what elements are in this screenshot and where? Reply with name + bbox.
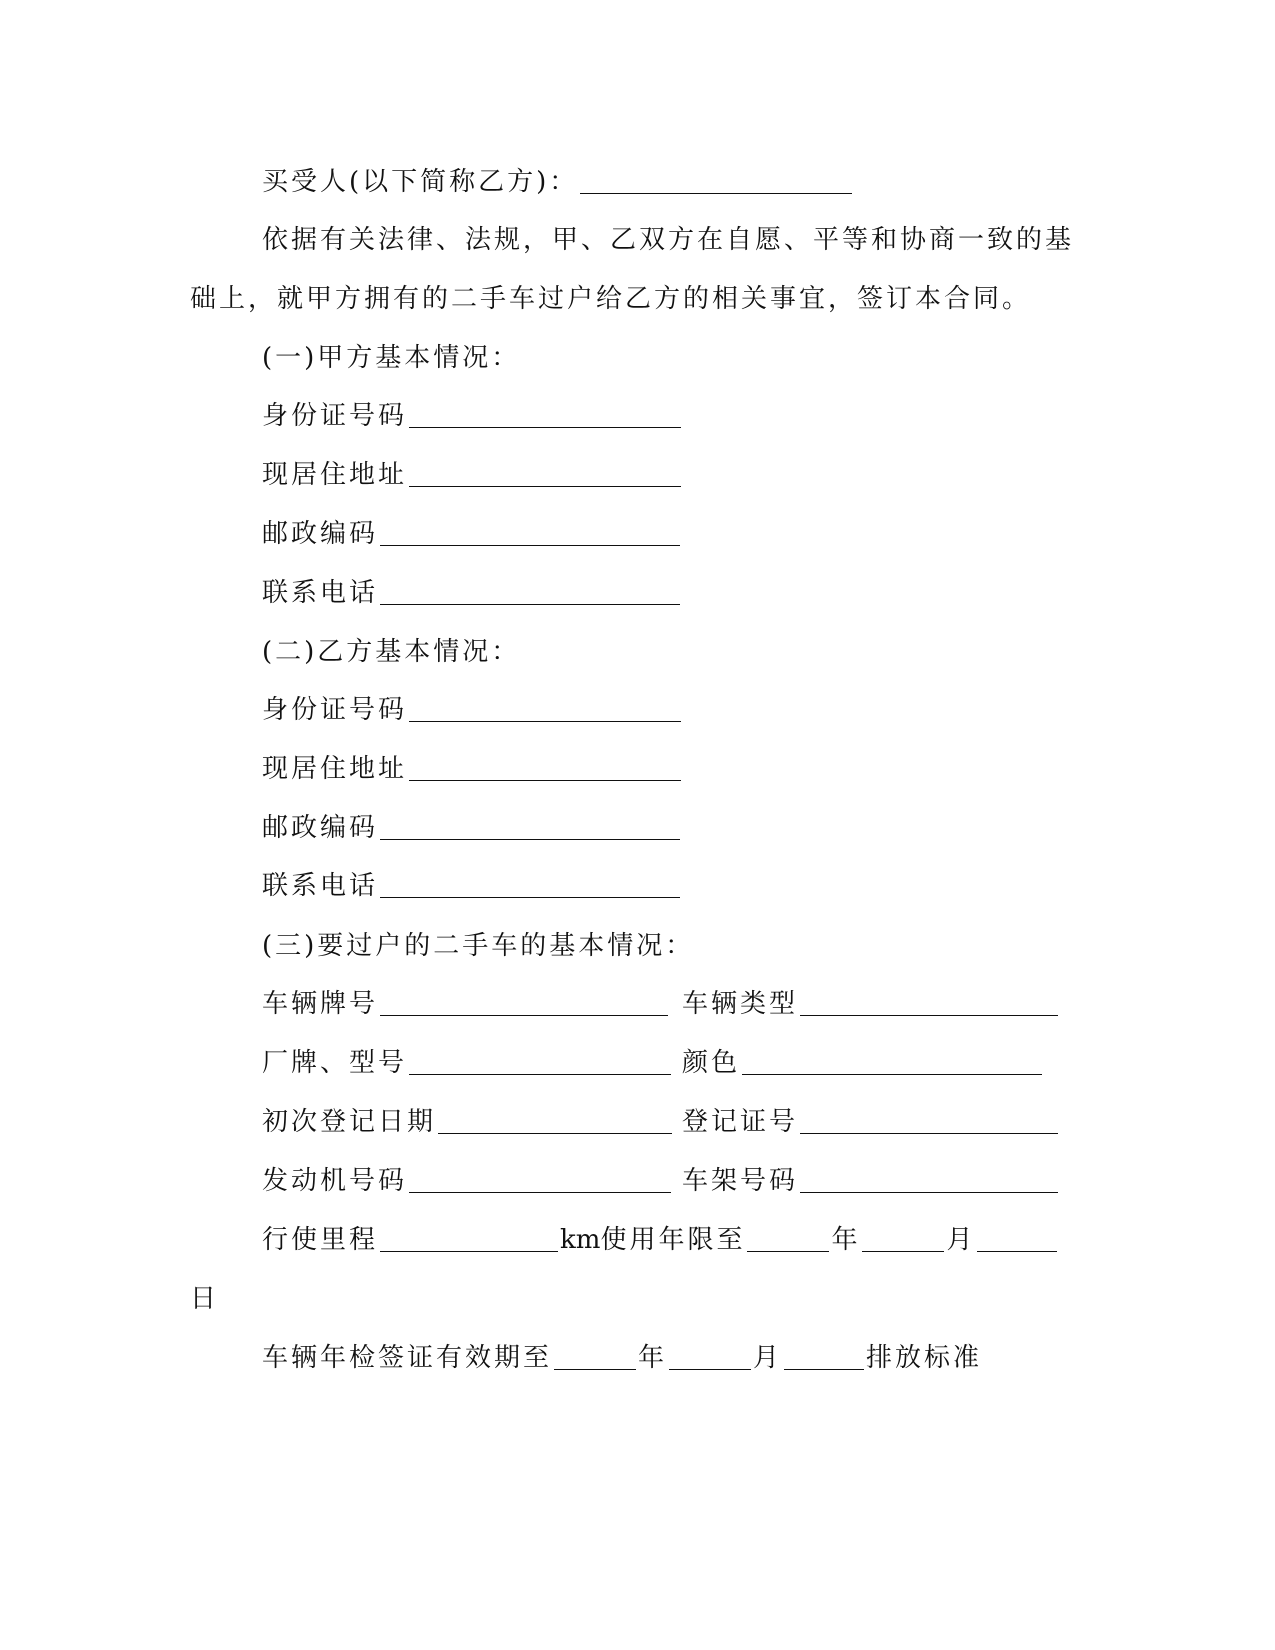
party-a-address-label: 现居住地址 xyxy=(262,460,408,490)
use-until-label: 使用年限至 xyxy=(600,1225,746,1255)
vehicle-row-1 xyxy=(0,984,1275,1024)
buyer-name-field[interactable] xyxy=(580,165,852,194)
emission-label: 排放标准 xyxy=(866,1343,983,1373)
party-b-postcode-field[interactable] xyxy=(380,811,680,840)
type-group xyxy=(682,984,1060,1024)
party-b-id-field[interactable] xyxy=(409,693,681,722)
type-label: 车辆类型 xyxy=(682,989,799,1019)
party-a-phone-label: 联系电话 xyxy=(262,578,379,608)
vehicle-row-3 xyxy=(0,1102,1275,1142)
frame-no-field[interactable] xyxy=(800,1164,1058,1193)
party-b-phone-field[interactable] xyxy=(380,869,680,898)
buyer-label: 买受人(以下简称乙方)： xyxy=(262,167,579,197)
frame-no-group xyxy=(682,1161,1060,1201)
use-day-label: 日 xyxy=(190,1284,220,1314)
inspection-month-label: 月 xyxy=(753,1343,783,1373)
engine-no-field[interactable] xyxy=(409,1164,671,1193)
vehicle-row-2 xyxy=(0,1043,1275,1083)
party-a-id-line xyxy=(0,396,1275,436)
reg-cert-group xyxy=(682,1102,1060,1142)
first-reg-field[interactable] xyxy=(438,1105,672,1134)
use-month-field[interactable] xyxy=(862,1223,944,1252)
inspection-month-field[interactable] xyxy=(669,1341,751,1370)
vehicle-row-5 xyxy=(0,1220,1275,1260)
first-reg-label: 初次登记日期 xyxy=(262,1107,437,1137)
brand-model-group xyxy=(262,1043,673,1083)
party-a-phone-line xyxy=(0,573,1275,613)
inspection-label: 车辆年检签证有效期至 xyxy=(262,1343,553,1373)
party-b-postcode-label: 邮政编码 xyxy=(262,813,379,843)
plate-group xyxy=(262,984,670,1024)
inspection-year-field[interactable] xyxy=(554,1341,636,1370)
party-b-phone-line xyxy=(0,866,1275,906)
brand-model-field[interactable] xyxy=(409,1046,671,1075)
party-a-postcode-field[interactable] xyxy=(380,517,680,546)
party-b-id-label: 身份证号码 xyxy=(262,695,408,725)
first-reg-group xyxy=(262,1102,674,1142)
color-field[interactable] xyxy=(742,1046,1042,1075)
section-3-title: (三)要过户的二手车的基本情况： xyxy=(262,931,695,961)
frame-no-label: 车架号码 xyxy=(682,1166,799,1196)
section-1-title: (一)甲方基本情况： xyxy=(262,343,521,373)
party-a-postcode-line xyxy=(0,514,1275,554)
party-a-address-line xyxy=(0,455,1275,495)
inspection-day-field[interactable] xyxy=(784,1341,864,1370)
party-b-phone-label: 联系电话 xyxy=(262,871,379,901)
vehicle-row-6 xyxy=(0,1338,1275,1378)
km-unit: km xyxy=(560,1225,601,1255)
reg-cert-field[interactable] xyxy=(800,1105,1058,1134)
mileage-label: 行使里程 xyxy=(262,1225,379,1255)
buyer-line xyxy=(0,162,1275,202)
engine-no-label: 发动机号码 xyxy=(262,1166,408,1196)
use-day-field[interactable] xyxy=(977,1223,1057,1252)
color-group xyxy=(682,1043,1044,1083)
reg-cert-label: 登记证号 xyxy=(682,1107,799,1137)
party-a-address-field[interactable] xyxy=(409,458,681,487)
engine-no-group xyxy=(262,1161,673,1201)
inspection-year-label: 年 xyxy=(638,1343,668,1373)
plate-field[interactable] xyxy=(380,987,668,1016)
brand-model-label: 厂牌、型号 xyxy=(262,1048,408,1078)
use-year-field[interactable] xyxy=(747,1223,829,1252)
party-b-postcode-line xyxy=(0,808,1275,848)
party-a-phone-field[interactable] xyxy=(380,576,680,605)
intro-line-1: 依据有关法律、法规，甲、乙双方在自愿、平等和协商一致的基 xyxy=(262,225,1075,255)
party-a-id-label: 身份证号码 xyxy=(262,401,408,431)
use-month-label: 月 xyxy=(946,1225,976,1255)
mileage-field[interactable] xyxy=(380,1223,558,1252)
intro-line-2: 础上，就甲方拥有的二手车过户给乙方的相关事宜，签订本合同。 xyxy=(190,284,1032,314)
party-b-address-line xyxy=(0,749,1275,789)
party-b-address-field[interactable] xyxy=(409,752,681,781)
section-2-title: (二)乙方基本情况： xyxy=(262,637,521,667)
color-label: 颜色 xyxy=(682,1048,741,1078)
plate-label: 车辆牌号 xyxy=(262,989,379,1019)
use-year-label: 年 xyxy=(831,1225,861,1255)
party-a-postcode-label: 邮政编码 xyxy=(262,519,379,549)
vehicle-row-4 xyxy=(0,1161,1275,1201)
party-a-id-field[interactable] xyxy=(409,399,681,428)
party-b-id-line xyxy=(0,690,1275,730)
party-b-address-label: 现居住地址 xyxy=(262,754,408,784)
type-field[interactable] xyxy=(800,987,1058,1016)
